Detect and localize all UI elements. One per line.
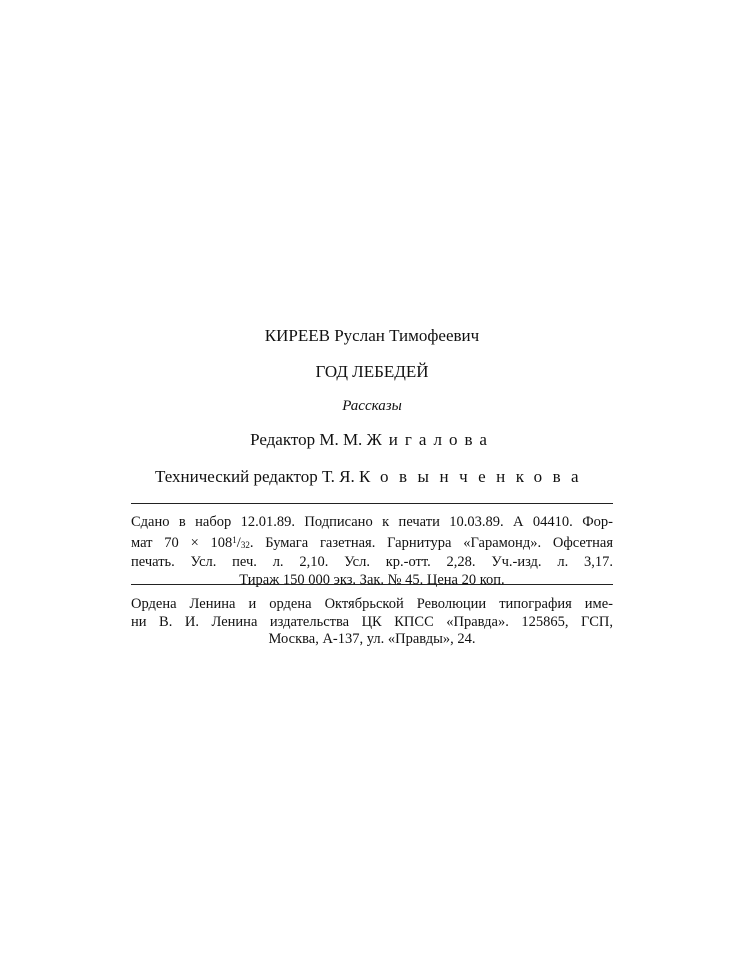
author-name: КИРЕЕВ Руслан Тимофеевич <box>264 326 480 345</box>
divider-bottom <box>131 584 613 585</box>
editor-name: Жигалова <box>366 430 494 449</box>
divider-top <box>131 503 613 504</box>
book-genre: Рассказы <box>342 398 402 414</box>
editor-label: Редактор М. М. <box>250 430 363 449</box>
format-fraction-numerator: 1 <box>232 534 237 545</box>
format-fraction-denominator: 32 <box>240 539 250 550</box>
printer-info-line-1: Ордена Ленина и ордена Октябрьской Революции типография име- <box>131 596 613 612</box>
technical-editor-label: Технический редактор Т. Я. <box>154 467 355 486</box>
book-title: ГОД ЛЕБЕДЕЙ <box>315 362 429 381</box>
printer-info-line-3: Москва, А-137, ул. «Правды», 24. <box>268 631 476 647</box>
print-specs-line-3: печать. Усл. печ. л. 2,10. Усл. кр.-отт. 2,28. Уч.-изд. л. 3,17. <box>131 554 613 570</box>
print-specs-line-2: мат $70 \times 108^1/32$. Бумага газетная. Гарнитура «Гарамонд». Офсетная <box>131 534 613 551</box>
printer-info <box>131 596 613 649</box>
print-specs-line-1: Сдано в набор 12.01.89. Подписано к печати 10.03.89. А 04410. Фор- <box>131 514 613 530</box>
format-text: мат 70 × 108 <box>131 534 233 551</box>
technical-editor-credit <box>131 467 613 487</box>
print-specs-line-4: Тираж 150 000 экз. Зак. № 45. Цена 20 коп. <box>239 571 505 588</box>
technical-editor-name: Ковынченкова <box>359 467 590 486</box>
editor-credit <box>131 430 613 450</box>
printer-info-line-2: ни В. И. Ленина издательства ЦК КПСС «Правда». 125865, ГСП, <box>131 613 613 630</box>
print-specs <box>131 514 613 589</box>
paper-typeface-text: . Бумага газетная. Гарнитура «Гарамонд». Офсетная <box>249 534 613 551</box>
